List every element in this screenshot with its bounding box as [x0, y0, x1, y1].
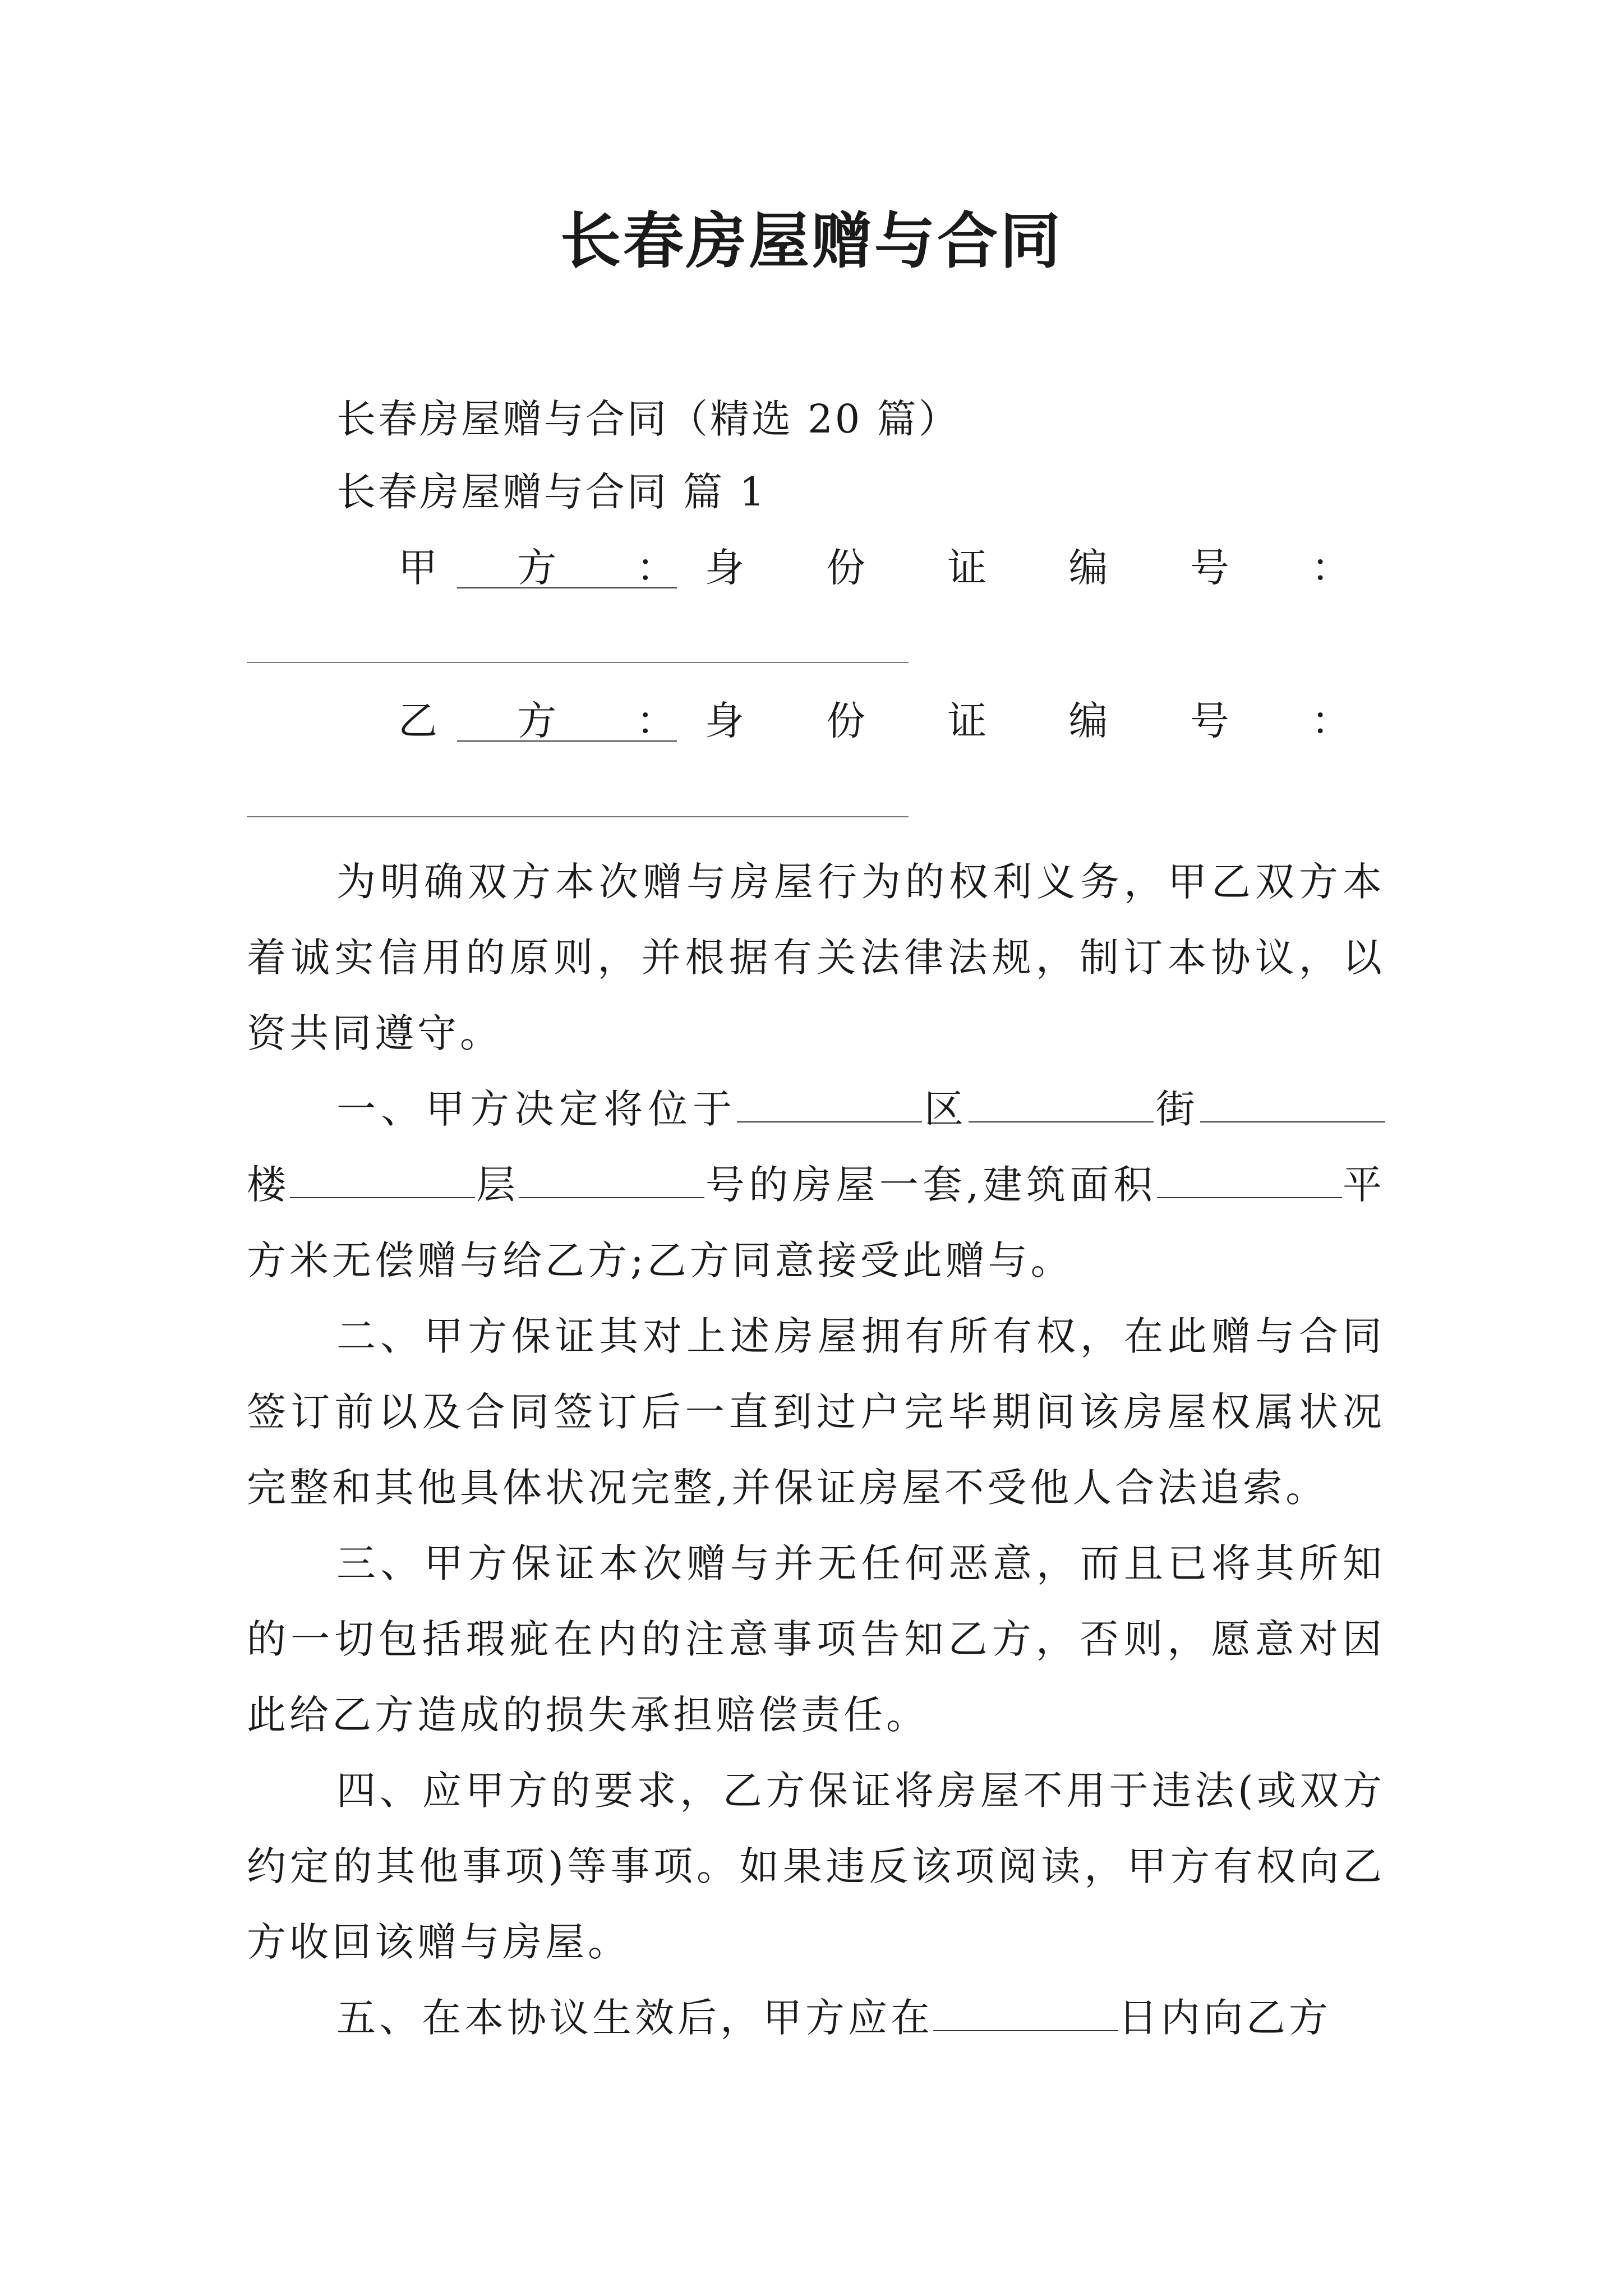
document-title: 长春房屋赠与合同	[560, 206, 1063, 277]
clause-1-text-d: 楼	[247, 1162, 291, 1208]
clause-1-text-c: 街	[1154, 1086, 1201, 1132]
section-heading: 长春房屋赠与合同 篇 1	[336, 469, 767, 515]
room-number-blank[interactable]	[519, 1152, 704, 1198]
clause-1-text-g: 平方米无偿赠与给乙方;乙方同意接受此赠与。	[247, 1162, 1385, 1283]
paragraph-clause-1	[247, 1071, 1385, 1299]
party-a-row	[247, 530, 1385, 606]
days-blank[interactable]	[933, 1985, 1118, 2031]
party-a-id-blank[interactable]	[247, 662, 909, 663]
paragraph-clause-2: 二、甲方保证其对上述房屋拥有所有权，在此赠与合同签订前以及合同签订后一直到过户完毕期间该房屋权属状况完整和其他具体状况完整,并保证房屋不受他人合法追索。	[247, 1313, 1385, 1511]
floor-blank[interactable]	[290, 1152, 475, 1198]
street-blank[interactable]	[969, 1076, 1154, 1122]
clause-5-text-b: 日内向乙方	[1118, 1995, 1331, 2041]
document-subtitle: 长春房屋赠与合同（精选 20 篇）	[336, 396, 960, 442]
paragraph-clause-3: 三、甲方保证本次赠与并无任何恶意，而且已将其所知的一切包括瑕疵在内的注意事项告知乙方，否则，愿意对因此给乙方造成的损失承担赔偿责任。	[247, 1540, 1385, 1738]
party-a-name-blank[interactable]	[457, 548, 677, 588]
clause-1-text-f: 号的房屋一套,建筑面积	[704, 1162, 1157, 1208]
clause-1-text-b: 区	[922, 1086, 969, 1132]
paragraph-clause-4: 四、应甲方的要求，乙方保证将房屋不用于违法(或双方约定的其他事项)等事项。如果违反该项阅读，甲方有权向乙方收回该赠与房屋。	[247, 1768, 1385, 1965]
clause-1-text-a: 一、甲方决定将位于	[336, 1086, 737, 1132]
area-blank[interactable]	[1157, 1152, 1342, 1198]
clause-5-text-a: 五、在本协议生效后，甲方应在	[336, 1995, 933, 2041]
party-a-id-label: 身 份 证 编 号 ：	[704, 545, 1385, 591]
party-b-label: 乙 方 ：	[398, 698, 709, 744]
district-blank[interactable]	[737, 1076, 922, 1122]
building-blank[interactable]	[1200, 1076, 1385, 1122]
party-b-row	[247, 683, 1385, 759]
paragraph-preamble: 为明确双方本次赠与房屋行为的权利义务，甲乙双方本着诚实信用的原则，并根据有关法律法规，制订本协议，以资共同遵守。	[247, 859, 1385, 1056]
paragraph-clause-5	[247, 1980, 1385, 2056]
party-b-id-label: 身 份 证 编 号 ：	[704, 698, 1385, 744]
party-b-name-blank[interactable]	[457, 701, 677, 742]
clause-1-text-e: 层	[475, 1162, 520, 1208]
party-a-label: 甲 方 ：	[398, 545, 709, 591]
party-b-id-blank[interactable]	[247, 816, 909, 817]
